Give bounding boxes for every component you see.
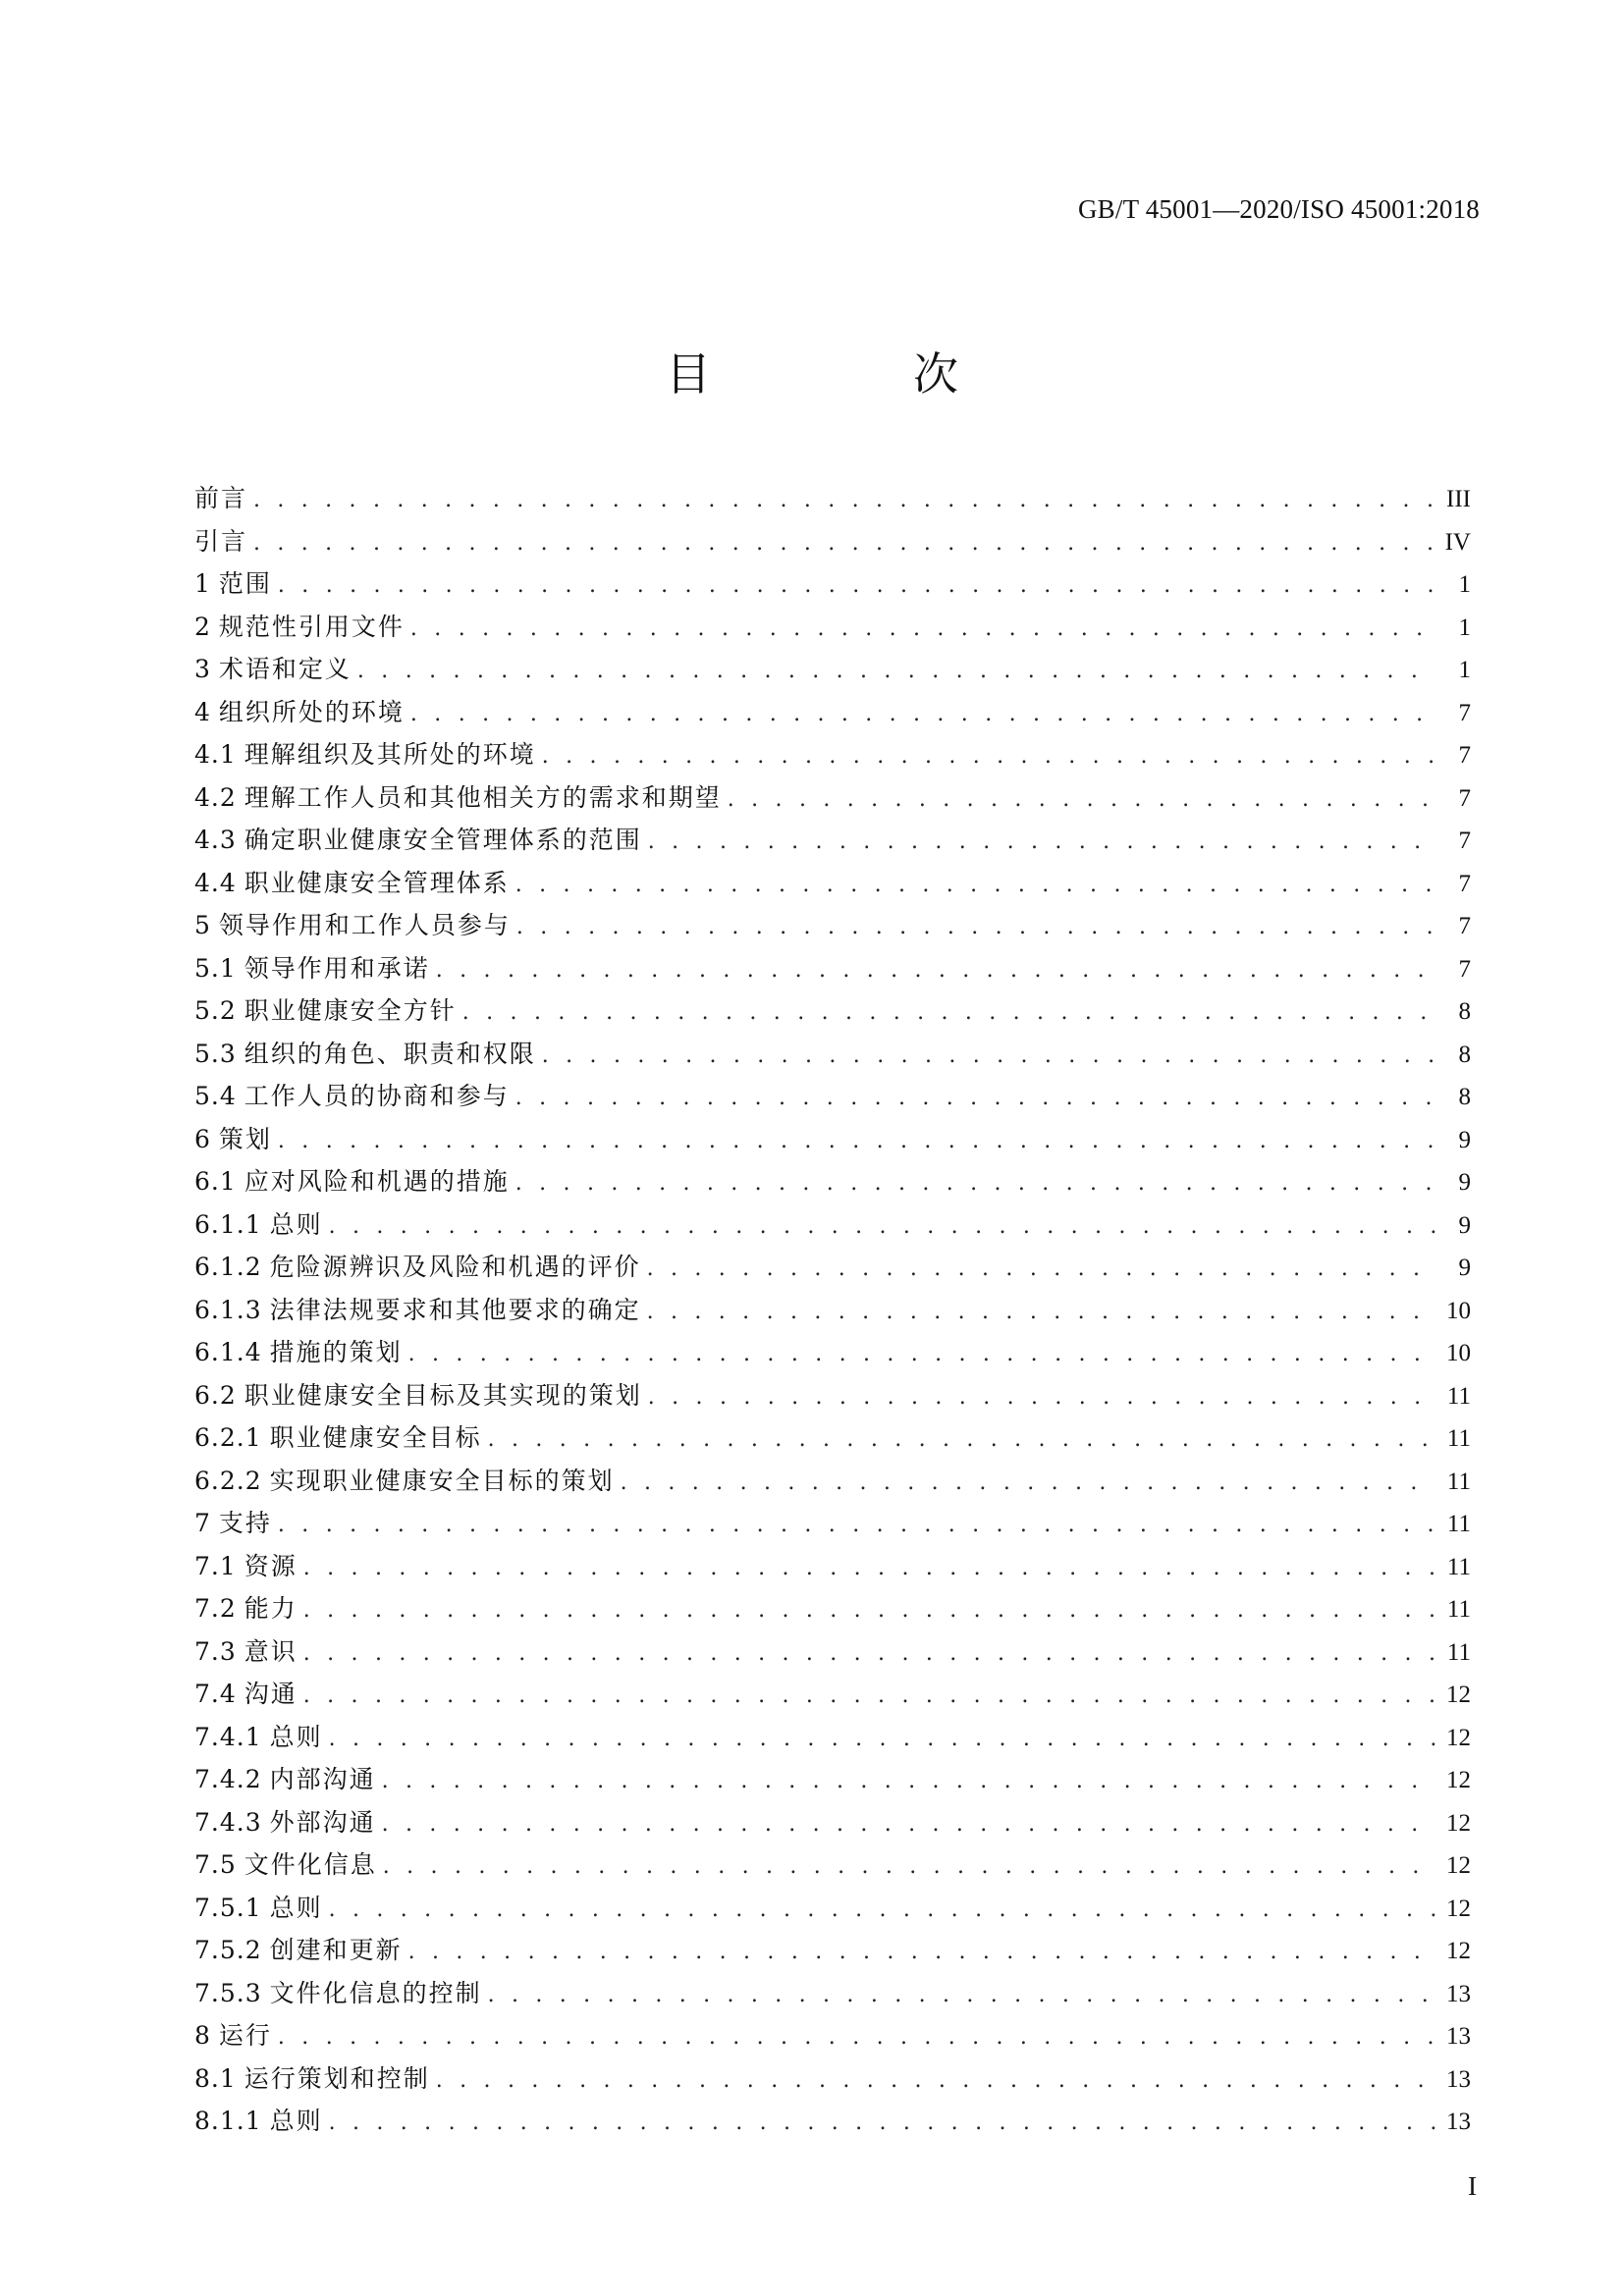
toc-entry-label: 应对风险和机遇的措施: [244, 1167, 510, 1196]
toc-entry[interactable]: [194, 477, 1471, 520]
toc-entry-page: 12: [1446, 1724, 1471, 1751]
toc-entry[interactable]: [194, 1587, 1471, 1630]
toc-entry-page: 12: [1446, 1809, 1471, 1837]
toc-entry[interactable]: [194, 947, 1471, 990]
toc-entry-label: 文件化信息: [244, 1850, 377, 1879]
toc-entry-label: 法律法规要求和其他要求的确定: [269, 1295, 641, 1324]
toc-entry-number: 5.3: [194, 1039, 237, 1068]
toc-entry-page: 11: [1446, 1553, 1471, 1580]
toc-entry-page: 11: [1446, 1425, 1471, 1452]
toc-entry-page: 7: [1458, 955, 1471, 983]
toc-entry-label: 总则: [269, 2107, 323, 2135]
toc-entry[interactable]: [194, 1545, 1471, 1588]
toc-entry[interactable]: [194, 1118, 1471, 1161]
toc-entry-number: 6.2.2: [194, 1466, 262, 1495]
dot-leader: [542, 1035, 1435, 1078]
dot-leader: [542, 735, 1435, 778]
toc-entry-number: 7.4.1: [194, 1722, 262, 1751]
toc-entry[interactable]: [194, 1460, 1471, 1503]
toc-entry-page: 13: [1446, 1980, 1471, 2007]
dot-leader: [253, 522, 1435, 565]
toc-entry[interactable]: [194, 904, 1471, 947]
toc-entry[interactable]: [194, 1075, 1471, 1118]
toc-entry-number: 6.1.3: [194, 1295, 262, 1324]
dot-leader: [278, 2016, 1435, 2059]
toc-entry-label: 术语和定义: [218, 655, 352, 683]
toc-entry-label: 创建和更新: [269, 1936, 403, 1964]
toc-entry-number: 7.4.2: [194, 1765, 262, 1793]
dot-leader: [278, 564, 1435, 608]
toc-entry-page: 9: [1458, 1255, 1471, 1281]
dot-leader: [357, 650, 1435, 693]
toc-entry-page: 7: [1458, 913, 1471, 939]
toc-entry-label: 确定职业健康安全管理体系的范围: [244, 826, 642, 854]
dot-leader: [436, 949, 1435, 992]
toc-entry-label: 组织所处的环境: [218, 697, 405, 726]
toc-entry-label: 规范性引用文件: [218, 612, 405, 641]
toc-entry-number: 4.1: [194, 740, 237, 769]
toc-entry-page: 1: [1458, 657, 1471, 683]
toc-entry-label: 前言: [194, 484, 248, 512]
dot-leader: [621, 1462, 1435, 1505]
toc-entry[interactable]: [194, 2100, 1471, 2143]
dot-leader: [278, 1504, 1435, 1547]
toc-entry-number: 7.2: [194, 1594, 237, 1623]
toc-entry-number: 6.1: [194, 1167, 237, 1196]
dot-leader: [647, 1248, 1435, 1291]
toc-entry-number: 7: [194, 1509, 211, 1537]
toc-entry-number: 8.1: [194, 2063, 237, 2093]
toc-entry-label: 总则: [269, 1209, 323, 1239]
dot-leader: [408, 1931, 1435, 1974]
toc-entry-page: 9: [1458, 1169, 1471, 1196]
toc-entry[interactable]: [194, 1843, 1471, 1887]
toc-entry-number: 5.2: [194, 996, 237, 1025]
toc-entry[interactable]: [194, 1716, 1471, 1759]
toc-entry-number: 6: [194, 1124, 211, 1153]
toc-entry[interactable]: [194, 606, 1471, 649]
toc-entry[interactable]: [194, 520, 1471, 563]
toc-entry-number: 6.1.1: [194, 1209, 262, 1239]
toc-entry[interactable]: [194, 1502, 1471, 1545]
toc-entry-page: 7: [1458, 870, 1471, 897]
toc-entry-page: 7: [1458, 828, 1471, 854]
dot-leader: [647, 1291, 1435, 1334]
toc-entry-page: 11: [1446, 1596, 1471, 1623]
dot-leader: [648, 821, 1435, 864]
dot-leader: [303, 1589, 1435, 1632]
toc-entry[interactable]: [194, 691, 1471, 734]
dot-leader: [408, 1333, 1435, 1376]
toc-entry[interactable]: [194, 2014, 1471, 2057]
toc-entry-number: 2: [194, 612, 211, 641]
toc-entry-page: 9: [1458, 1126, 1471, 1153]
dot-leader: [329, 2102, 1435, 2145]
toc-entry-number: 3: [194, 655, 211, 683]
toc-entry-page: 11: [1446, 1382, 1471, 1410]
toc-entry-number: 7.5: [194, 1850, 237, 1879]
toc-entry-label: 范围: [218, 569, 272, 598]
dot-leader: [410, 693, 1435, 736]
toc-entry-number: 6.2.1: [194, 1423, 262, 1452]
toc-entry[interactable]: [194, 1887, 1471, 1930]
toc-entry[interactable]: [194, 2057, 1471, 2101]
toc-entry-page: 10: [1446, 1297, 1471, 1324]
toc-entry[interactable]: [194, 1929, 1471, 1972]
standard-code-header: GB/T 45001—2020/ISO 45001:2018: [1077, 194, 1480, 224]
toc-entry[interactable]: [194, 733, 1471, 776]
toc-entry-page: 12: [1446, 1852, 1471, 1879]
toc-entry-label: 运行: [218, 2021, 272, 2050]
toc-entry-number: 7.5.2: [194, 1936, 262, 1964]
toc-entry-label: 总则: [269, 1722, 323, 1751]
dot-leader: [728, 778, 1435, 822]
dot-leader: [515, 1077, 1435, 1120]
toc-entry[interactable]: [194, 989, 1471, 1033]
toc-entry-page: 8: [1458, 1084, 1471, 1110]
toc-entry-page: 13: [1446, 2065, 1471, 2093]
toc-entry-number: 6.2: [194, 1380, 237, 1410]
toc-entry-page: 9: [1458, 1211, 1471, 1239]
dot-leader: [436, 2059, 1435, 2103]
toc-entry-page: 13: [1446, 2023, 1471, 2050]
toc-entry-number: 4.3: [194, 826, 237, 854]
toc-entry-number: 8.1.1: [194, 2107, 262, 2135]
toc-entry[interactable]: [194, 1758, 1471, 1801]
toc-entry-page: 12: [1446, 1895, 1471, 1922]
dot-leader: [329, 1889, 1435, 1932]
toc-entry-number: 8: [194, 2021, 211, 2050]
dot-leader: [303, 1547, 1435, 1590]
toc-entry[interactable]: [194, 1416, 1471, 1460]
toc-entry-number: 4.2: [194, 782, 237, 812]
toc-entry-label: 组织的角色、职责和权限: [244, 1039, 536, 1068]
toc-entry-number: 4.4: [194, 868, 237, 897]
toc-entry-label: 职业健康安全管理体系: [244, 868, 510, 897]
dot-leader: [516, 906, 1435, 949]
dot-leader: [515, 864, 1435, 907]
dot-leader: [462, 991, 1435, 1035]
dot-leader: [303, 1675, 1435, 1718]
toc-entry[interactable]: [194, 1160, 1471, 1203]
dot-leader: [488, 1418, 1435, 1462]
toc-entry-label: 意识: [244, 1636, 298, 1666]
toc-entry-number: 7.5.3: [194, 1978, 262, 2007]
toc-entry-page: 10: [1446, 1340, 1471, 1366]
toc-entry-label: 支持: [218, 1509, 272, 1537]
toc-entry-page: 11: [1446, 1511, 1471, 1537]
dot-leader: [382, 1803, 1435, 1846]
toc-entry-label: 职业健康安全目标: [269, 1423, 482, 1452]
toc-entry[interactable]: [194, 1374, 1471, 1417]
toc-entry-number: 6.1.4: [194, 1338, 262, 1366]
dot-leader: [488, 1974, 1435, 2017]
toc-entry-label: 领导作用和工作人员参与: [218, 911, 511, 939]
toc-entry[interactable]: [194, 1033, 1471, 1076]
toc-entry-page: 8: [1458, 998, 1471, 1025]
toc-entry-number: 4: [194, 697, 211, 726]
toc-entry-label: 职业健康安全方针: [244, 996, 457, 1025]
toc-entry-number: 7.4: [194, 1680, 237, 1708]
toc-entry[interactable]: [194, 1801, 1471, 1844]
toc-entry-number: 7.4.3: [194, 1807, 262, 1837]
toc-entry-label: 工作人员的协商和参与: [244, 1082, 510, 1110]
dot-leader: [648, 1376, 1435, 1419]
dot-leader: [329, 1718, 1435, 1761]
toc-entry-page: III: [1446, 486, 1471, 512]
toc-entry[interactable]: [194, 1630, 1471, 1674]
toc-entry-label: 文件化信息的控制: [269, 1978, 482, 2007]
toc-entry-label: 能力: [244, 1594, 298, 1623]
toc-entry-page: 7: [1458, 784, 1471, 812]
toc-entry[interactable]: [194, 1673, 1471, 1716]
toc-entry[interactable]: [194, 1203, 1471, 1247]
toc-entry-label: 引言: [194, 526, 248, 556]
toc-entry-page: 12: [1446, 1767, 1471, 1793]
dot-leader: [383, 1845, 1435, 1889]
toc-entry-label: 领导作用和承诺: [244, 953, 430, 983]
toc-entry-label: 危险源辨识及风险和机遇的评价: [269, 1253, 641, 1281]
toc-entry[interactable]: [194, 562, 1471, 606]
dot-leader: [329, 1205, 1435, 1249]
toc-entry-label: 实现职业健康安全目标的策划: [269, 1466, 615, 1495]
dot-leader: [410, 608, 1435, 651]
toc-entry-label: 外部沟通: [269, 1807, 376, 1837]
toc-entry[interactable]: [194, 1331, 1471, 1374]
toc-entry-label: 策划: [218, 1124, 272, 1153]
toc-entry-number: 7.3: [194, 1636, 237, 1666]
toc-entry-number: 5.1: [194, 953, 237, 983]
toc-entry[interactable]: [194, 819, 1471, 862]
toc-entry-number: 7.5.1: [194, 1893, 262, 1922]
toc-entry-label: 沟通: [244, 1680, 298, 1708]
toc-entry-page: 1: [1458, 571, 1471, 598]
toc-entry[interactable]: [194, 1289, 1471, 1332]
toc-entry[interactable]: [194, 776, 1471, 820]
toc-entry-label: 总则: [269, 1893, 323, 1922]
toc-entry-page: 1: [1458, 614, 1471, 641]
page-title: 目 次: [666, 347, 1037, 400]
toc-entry[interactable]: [194, 862, 1471, 905]
page-number: I: [1468, 2171, 1477, 2201]
table-of-contents: [194, 477, 1471, 2143]
toc-entry-page: 11: [1446, 1468, 1471, 1495]
toc-entry-page: 7: [1458, 742, 1471, 769]
toc-entry-label: 措施的策划: [269, 1338, 403, 1366]
toc-entry-label: 资源: [244, 1551, 298, 1580]
toc-entry[interactable]: [194, 648, 1471, 691]
toc-entry-number: 5: [194, 911, 211, 939]
toc-entry-number: 6.1.2: [194, 1253, 262, 1281]
toc-entry[interactable]: [194, 1972, 1471, 2015]
toc-entry-label: 内部沟通: [269, 1765, 376, 1793]
dot-leader: [253, 479, 1435, 522]
toc-entry-label: 职业健康安全目标及其实现的策划: [244, 1380, 642, 1410]
toc-entry-page: 12: [1446, 1938, 1471, 1964]
toc-entry-label: 理解工作人员和其他相关方的需求和期望: [244, 782, 722, 812]
toc-entry-number: 1: [194, 569, 211, 598]
toc-entry-page: 7: [1458, 699, 1471, 726]
dot-leader: [515, 1162, 1435, 1205]
toc-entry-page: 12: [1446, 1682, 1471, 1708]
toc-entry-page: 11: [1446, 1638, 1471, 1666]
toc-entry-page: IV: [1444, 528, 1471, 556]
toc-entry-page: 13: [1446, 2109, 1471, 2135]
dot-leader: [278, 1120, 1435, 1163]
toc-entry-label: 理解组织及其所处的环境: [244, 740, 536, 769]
dot-leader: [303, 1632, 1435, 1676]
toc-entry-number: 5.4: [194, 1082, 237, 1110]
toc-entry-number: 7.1: [194, 1551, 237, 1580]
toc-entry-label: 运行策划和控制: [244, 2063, 430, 2093]
dot-leader: [382, 1760, 1435, 1803]
toc-entry[interactable]: [194, 1246, 1471, 1289]
toc-entry-page: 8: [1458, 1041, 1471, 1068]
